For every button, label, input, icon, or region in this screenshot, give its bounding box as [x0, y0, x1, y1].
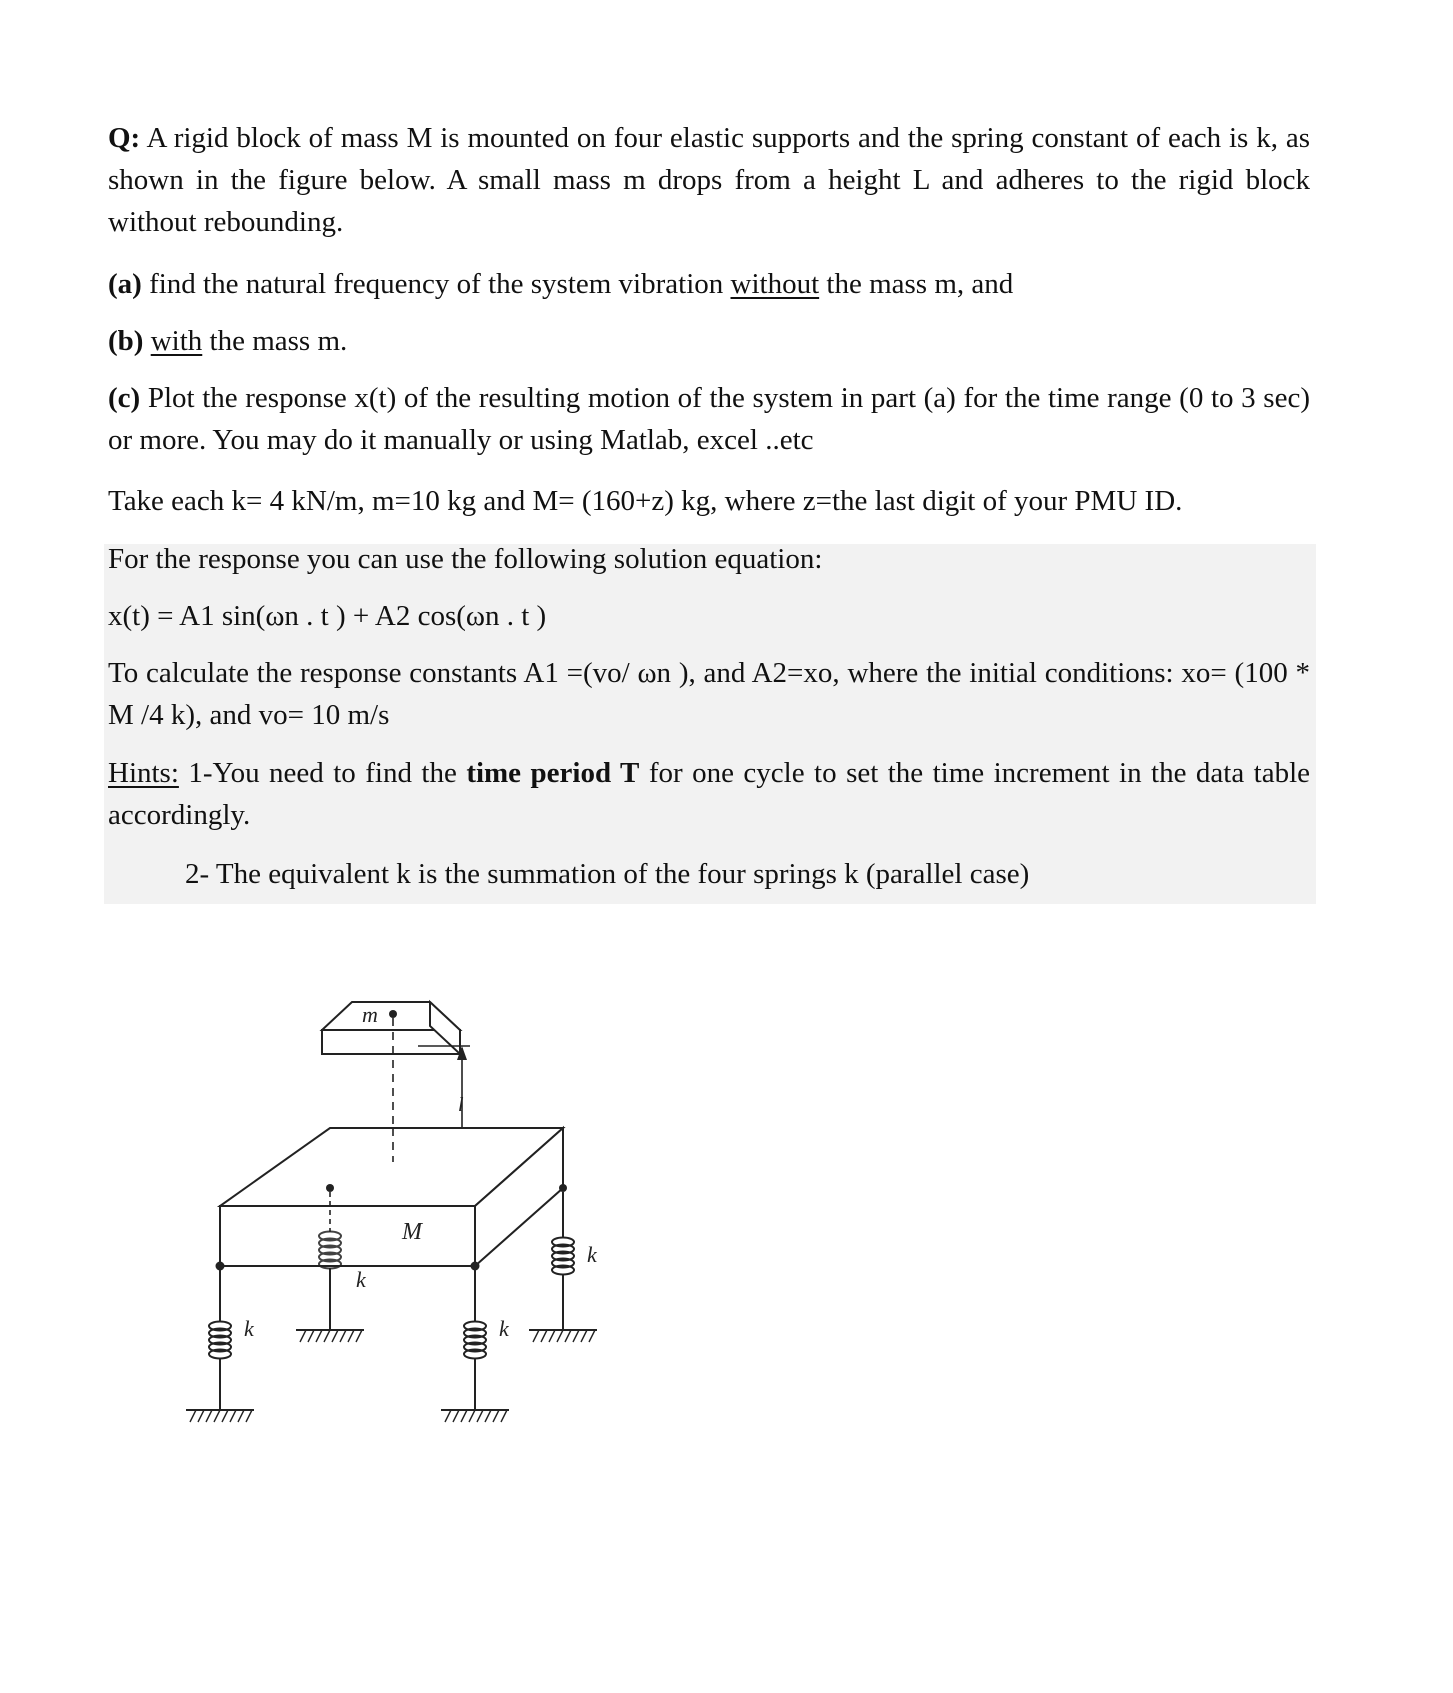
question-text: A rigid block of mass M is mounted on four elastic supports and the spring constant of each is k, as shown in the figure below. A small mass m drops from a height L and adheres to the rigid block without rebounding. [108, 122, 1310, 238]
hint-1-after: for one cycle to set the time increment in the data table accordingly. [108, 757, 1311, 831]
part-a-text-after: the mass m, and [826, 268, 1014, 300]
given-values: Take each k= 4 kN/m, m=10 kg and M= (160+z) kg, where z=the last digit of your PMU ID. [108, 485, 1183, 517]
label-k-rear-right: k [587, 1242, 597, 1267]
constants-paragraph: To calculate the response constants A1 =(vo/ ωn ), and A2=xo, where the initial conditions: xo= (100 * M /4 k), and vo= 10 m/s [108, 657, 1310, 731]
hint-1-before: 1-You need to find the [188, 757, 457, 789]
part-b-underlined: with [150, 325, 203, 357]
part-b-text-after: the mass m. [209, 325, 348, 357]
question-label: Q: [108, 122, 141, 154]
response-intro: For the response you can use the following solution equation: [108, 543, 823, 575]
rigid-block-M [220, 1128, 563, 1266]
part-a-text-before: find the natural frequency of the system vibration [149, 268, 724, 300]
part-a-underlined: without [730, 268, 820, 300]
response-equation: x(t) = A1 sin(ωn . t ) + A2 cos(ωn . t ) [108, 600, 547, 632]
part-a-label: (a) [108, 268, 142, 300]
label-l: l [458, 1094, 464, 1116]
label-k-front-left: k [244, 1316, 254, 1341]
label-m: m [362, 1002, 378, 1027]
part-b-label: (b) [108, 325, 144, 357]
hints-label: Hints: [108, 757, 179, 789]
hint-2-paragraph: 2- The equivalent k is the summation of the four springs k (parallel case) [185, 858, 1030, 890]
part-c-label: (c) [108, 382, 141, 414]
label-M: M [402, 1219, 422, 1245]
hint-1-bold: time period T [466, 757, 640, 789]
label-k-rear-left: k [356, 1267, 366, 1292]
part-c-text: Plot the response x(t) of the resulting motion of the system in part (a) for the time range (0 to 3 sec) or more. You may do it manually or using Matlab, excel ..etc [108, 382, 1310, 456]
label-k-front-right: k [499, 1316, 509, 1341]
